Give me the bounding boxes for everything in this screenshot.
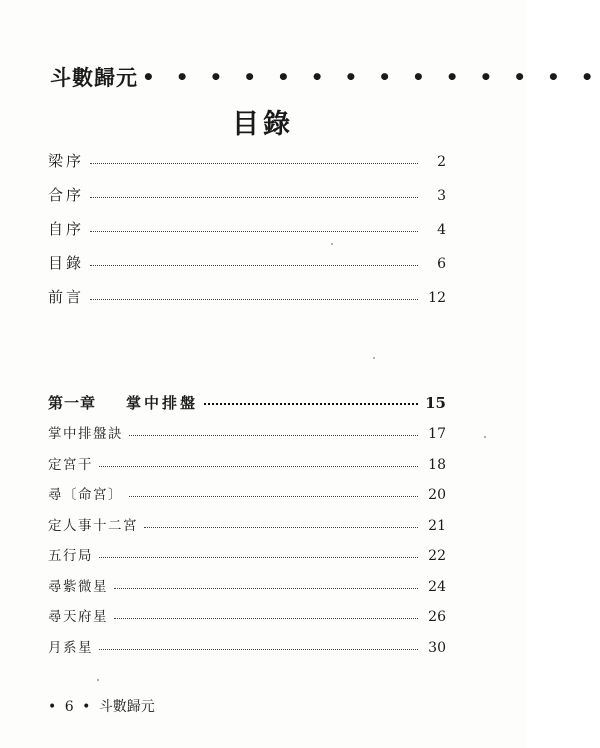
- dot-leader: [90, 299, 418, 300]
- toc-entry-label: 梁序: [48, 152, 85, 170]
- toc-entry: [48, 218, 446, 252]
- toc-entry: [48, 483, 446, 514]
- dot-leader: [129, 435, 418, 436]
- dot-leader: [99, 557, 418, 558]
- toc-entry: [48, 286, 446, 320]
- toc-entry: [48, 150, 446, 184]
- footer-bullet: •: [82, 699, 91, 715]
- toc-entry-label: 定人事十二宮: [48, 517, 138, 534]
- toc-entry-label: 尋〔命宮〕: [48, 487, 123, 503]
- toc-entry: [48, 453, 446, 484]
- toc-entry-page: 20: [428, 487, 446, 503]
- dot-leader: [114, 588, 418, 589]
- dot-leader: [204, 403, 418, 405]
- page-footer: [48, 696, 159, 716]
- toc-entry-page: 12: [428, 290, 446, 306]
- toc-entry-page: 3: [437, 188, 446, 204]
- toc-entry-label: 目錄: [48, 254, 85, 272]
- chapter-number: 第一章: [48, 394, 97, 412]
- toc-entry-label: 掌中排盤訣: [48, 426, 123, 442]
- chapter-entry-list: [48, 422, 446, 666]
- dot-leader: [129, 496, 418, 497]
- toc-entry-page: 24: [428, 578, 446, 595]
- dot-leader: [99, 466, 418, 467]
- toc-entry-page: 22: [428, 548, 446, 564]
- toc-entry-label: 合序: [48, 186, 85, 204]
- dot-leader: [90, 163, 418, 164]
- toc-entry-page: 6: [437, 256, 446, 272]
- dot-leader: [99, 649, 418, 650]
- toc-entry-page: 2: [437, 154, 446, 170]
- toc-entry: [48, 544, 446, 575]
- front-matter-list: [48, 150, 446, 320]
- scan-speck: [373, 357, 375, 359]
- toc-entry-label: 尋天府星: [48, 609, 108, 625]
- toc-entry-page: 21: [428, 517, 446, 534]
- toc-entry-page: 17: [428, 426, 446, 442]
- footer-bullet: •: [48, 699, 57, 715]
- toc-entry-label: 月系星: [48, 639, 93, 656]
- scan-speck: [331, 243, 333, 245]
- chapter-name: 掌中排盤: [126, 394, 199, 412]
- dot-leader: [90, 265, 418, 266]
- dot-leader: [90, 231, 418, 232]
- toc-entry: [48, 184, 446, 218]
- toc-entry-page: 26: [428, 609, 446, 625]
- chapter-heading: [48, 392, 446, 413]
- toc-entry-label: 尋紫微星: [48, 578, 108, 595]
- book-title: 斗數歸元: [50, 65, 138, 90]
- running-header: [50, 62, 600, 92]
- toc-entry: [48, 605, 446, 636]
- scan-speck: [97, 679, 99, 681]
- toc-entry: [48, 514, 446, 545]
- toc-entry-page: 30: [428, 639, 446, 656]
- toc-entry-label: 自序: [48, 220, 85, 238]
- toc-entry: [48, 252, 446, 286]
- toc-entry-label: 定宮干: [48, 456, 93, 473]
- toc-entry: [48, 422, 446, 453]
- dot-leader: [114, 618, 418, 619]
- toc-entry: [48, 575, 446, 606]
- dot-leader: [144, 527, 418, 528]
- toc-title: 目錄: [232, 109, 294, 140]
- dot-leader: [90, 197, 418, 198]
- footer-page-number: 6: [64, 699, 74, 715]
- toc-entry-label: 前言: [48, 288, 85, 306]
- toc-entry-page: 4: [437, 222, 446, 238]
- chapter-page: 15: [425, 394, 446, 412]
- toc-entry-page: 18: [428, 456, 446, 473]
- toc-entry-label: 五行局: [48, 548, 93, 564]
- footer-book-title: 斗數歸元: [98, 699, 155, 715]
- scan-speck: [484, 436, 486, 438]
- toc-entry: [48, 636, 446, 667]
- header-dot-rule: • • • • • • • • • • • • • •: [142, 65, 600, 89]
